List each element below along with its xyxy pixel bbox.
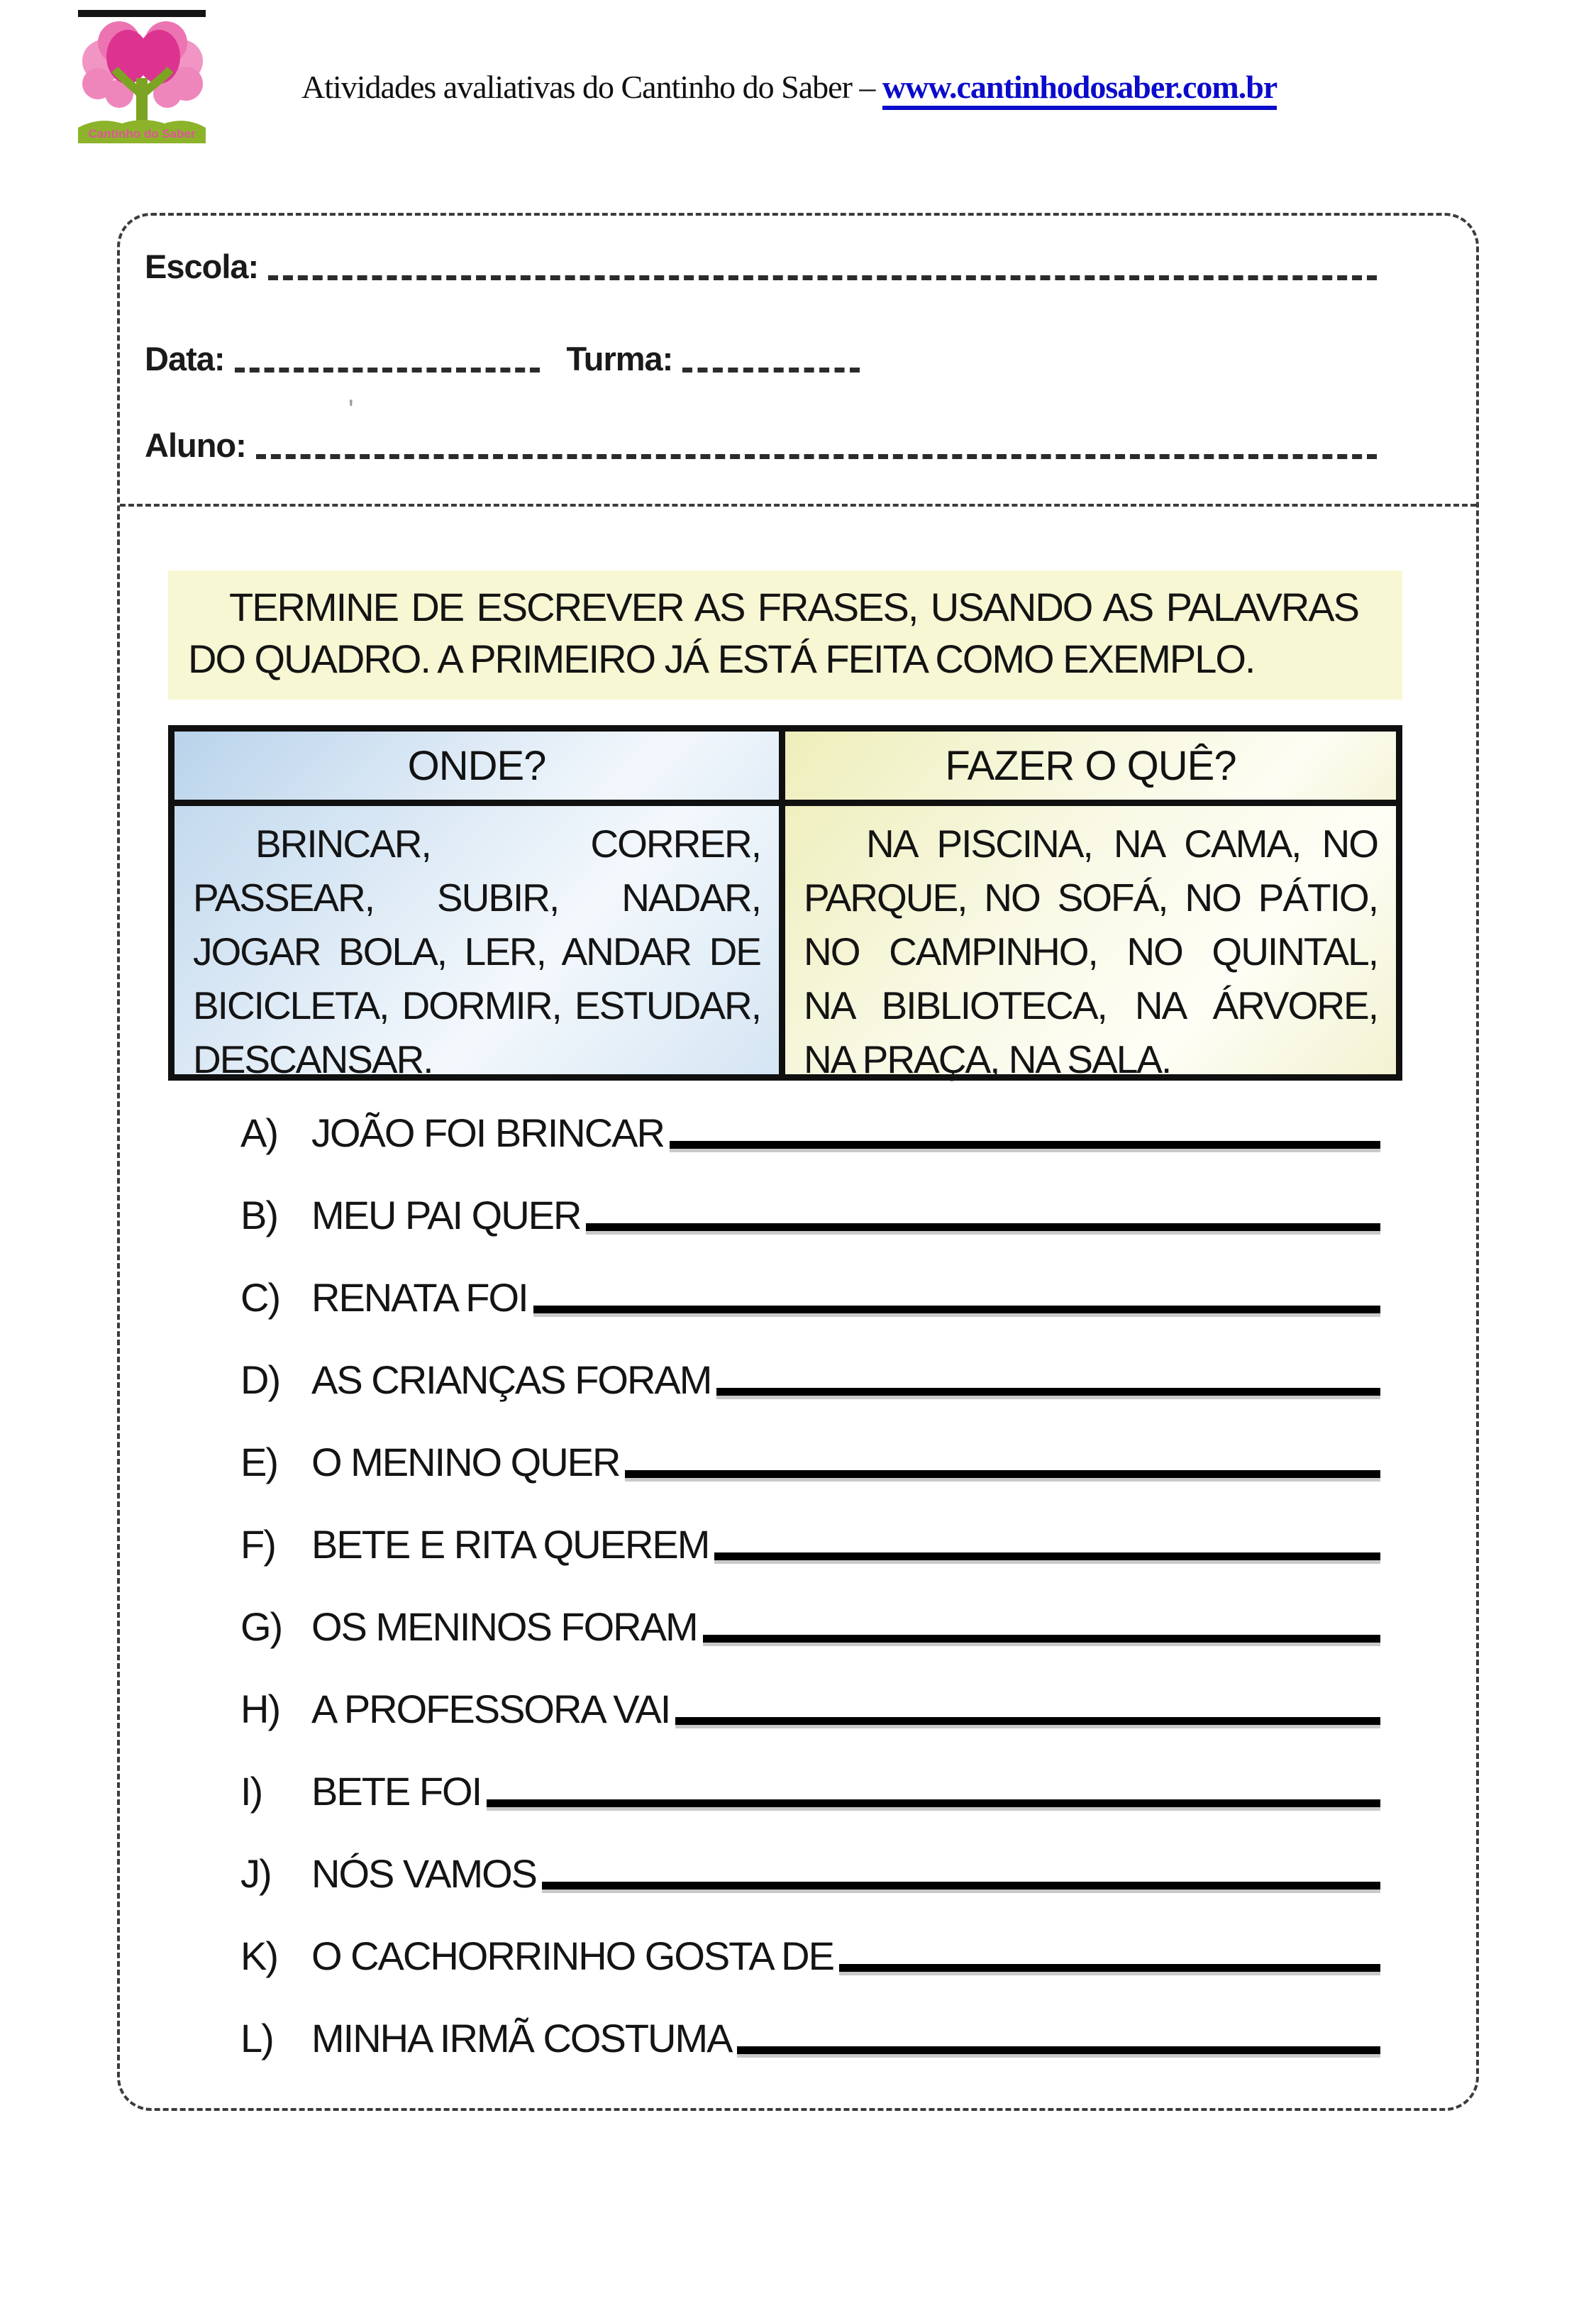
answer-line <box>625 1470 1380 1478</box>
logo-caption: Cantinho do Saber <box>88 127 196 140</box>
exercise-letter: G) <box>240 1604 282 1649</box>
exercise-sentence: A PROFESSORA VAI <box>311 1687 670 1731</box>
school-label: Escola: <box>145 248 259 285</box>
exercise-sentence: AS CRIANÇAS FORAM <box>311 1357 711 1402</box>
word-table-header-fazer: FAZER O QUÊ? <box>785 732 1396 800</box>
exercise-item <box>240 1235 1380 1318</box>
answer-line <box>839 1964 1380 1972</box>
exercise-sentence: BETE E RITA QUEREM <box>311 1522 709 1567</box>
site-link[interactable]: www.cantinhodosaber.com.br <box>882 69 1277 110</box>
instruction-box: TERMINE DE ESCREVER AS FRASES, USANDO AS PALAVRAS DO QUADRO. A PRIMEIRO JÁ ESTÁ FEITA COMO EXEMPLO. <box>168 570 1402 700</box>
exercise-item <box>240 1894 1380 1976</box>
exercise-item <box>240 1647 1380 1729</box>
exercise-letter: B) <box>240 1193 277 1237</box>
exercise-letter: C) <box>240 1275 280 1320</box>
word-table-body-row <box>174 800 1396 1081</box>
exercise-letter: J) <box>240 1851 271 1896</box>
exercise-letter: H) <box>240 1687 280 1731</box>
answer-line <box>716 1388 1380 1396</box>
word-table-words-onde: BRINCAR, CORRER, PASSEAR, SUBIR, NADAR, JOGAR BOLA, LER, ANDAR DE BICICLETA, DORMIR, ESTUDAR, DESCANSAR. <box>174 806 785 1074</box>
answer-line <box>737 2046 1380 2054</box>
cantinho-logo-icon <box>78 10 206 143</box>
logo-top-bar <box>78 10 206 17</box>
exercise-sentence: BETE FOI <box>311 1769 482 1814</box>
word-table-words-fazer: NA PISCINA, NA CAMA, NO PARQUE, NO SOFÁ, NO PÁTIO, NO CAMPINHO, NO QUINTAL, NA BIBLIOTECA, NA ÁRVORE, NA PRAÇA, NA SALA. <box>785 806 1396 1074</box>
answer-line <box>487 1799 1380 1807</box>
date-class-row <box>145 342 1377 375</box>
exercise-item <box>240 1153 1380 1235</box>
exercise-item <box>240 1071 1380 1153</box>
worksheet-border-box <box>117 213 1479 2111</box>
scan-artifact: ' <box>348 395 354 426</box>
exercise-letter: A) <box>240 1110 277 1155</box>
answer-line <box>533 1306 1380 1313</box>
exercise-item <box>240 1729 1380 1814</box>
exercise-letter: E) <box>240 1440 277 1484</box>
answer-line <box>542 1882 1380 1890</box>
school-fill-line <box>268 275 1377 280</box>
exercise-item <box>240 1318 1380 1400</box>
school-row <box>145 250 1377 283</box>
exercise-sentence: OS MENINOS FORAM <box>311 1604 697 1649</box>
answer-line <box>675 1717 1380 1725</box>
exercise-item <box>240 1811 1380 1894</box>
exercise-letter: I) <box>240 1769 262 1814</box>
student-fill-line <box>256 454 1377 459</box>
exercise-sentence: NÓS VAMOS <box>311 1851 537 1896</box>
student-row <box>145 426 1377 464</box>
exercise-sentence: MEU PAI QUER <box>311 1193 581 1237</box>
exercise-sentence: JOÃO FOI BRINCAR <box>311 1110 664 1155</box>
exercise-letter: D) <box>240 1357 280 1402</box>
answer-line <box>703 1635 1380 1643</box>
exercise-letter: F) <box>240 1522 275 1567</box>
exercise-letter: L) <box>240 2016 273 2060</box>
class-label: Turma: <box>566 340 673 377</box>
exercise-list <box>240 1071 1380 2058</box>
exercise-item <box>240 1400 1380 1482</box>
exercise-sentence: O CACHORRINHO GOSTA DE <box>311 1933 833 1978</box>
answer-line <box>714 1552 1380 1560</box>
date-label: Data: <box>145 340 225 377</box>
answer-line <box>586 1223 1380 1231</box>
word-table-header-row <box>174 732 1396 800</box>
exercise-item <box>240 1976 1380 2058</box>
header-title <box>301 68 1277 106</box>
word-table <box>168 725 1402 1081</box>
exercise-sentence: RENATA FOI <box>311 1275 528 1320</box>
exercise-item <box>240 1565 1380 1647</box>
answer-line <box>670 1141 1380 1149</box>
word-table-header-onde: ONDE? <box>174 732 785 800</box>
exercise-sentence: O MENINO QUER <box>311 1440 620 1484</box>
section-separator <box>120 504 1476 507</box>
site-header <box>0 0 1596 184</box>
class-fill-line <box>682 368 860 373</box>
date-fill-line <box>235 368 540 373</box>
header-title-text: Atividades avaliativas do Cantinho do Saber – <box>301 69 882 105</box>
exercise-item <box>240 1482 1380 1565</box>
exercise-letter: K) <box>240 1933 277 1978</box>
student-label: Aluno: <box>145 426 246 464</box>
exercise-sentence: MINHA IRMÃ COSTUMA <box>311 2016 732 2060</box>
